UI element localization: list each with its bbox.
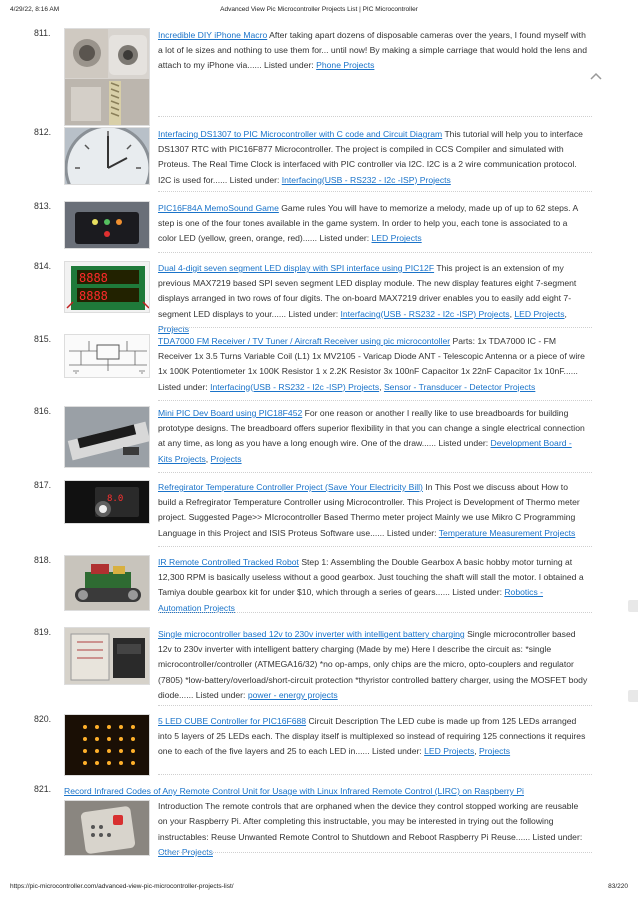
category-link[interactable]: Other Projects — [158, 846, 213, 857]
listed-under-label: Listed under: — [319, 233, 370, 244]
listed-under-label: Listed under: — [532, 831, 583, 842]
svg-text:8888: 8888 — [79, 271, 108, 285]
project-title-link[interactable]: 5 LED CUBE Controller for PIC16F688 — [158, 716, 307, 726]
category-link[interactable]: LED Projects — [424, 746, 475, 757]
page-number: 83/220 — [608, 883, 628, 890]
project-summary: For one reason or another I really like to use breadboards for building prototype designs. The breadboard offers superior flexibility in that you can change a single electrical connection at any time, as long as you have a long enough wire. One of the draw...... — [158, 408, 585, 449]
item-number: 818. — [34, 555, 52, 565]
category-link[interactable]: Development Board - Kits Projects — [158, 438, 572, 464]
item-description: TDA7000 FM Receiver / TV Tuner / Aircraft Receiver using pic microcontoller Parts: 1x TDA7000 IC - FM Receiver 1x 3.5 Turns Variable Coil (L1) 1x MV2105 - Varicap Diode ANT - Telescopic Antenna or a piece of wire 1x 100K Potentiometer 1x 100K Resistor 1 x 2.2K Resistor 3x 100nF Capacitor 1x 22nF Capacitor 1x 10nF...... Listed under: Interfacing(USB - RS232 - I2c -ISP) Projects, Sensor - Transducer - Detector Projects — [158, 336, 585, 392]
project-summary: This project is an extension of my previous MAX7219 based SPI seven segment LED display module. The new display features eight 7-segment displays arranged in two rows of four digits. The on-board MAX7219 driver enables you to easily add eight 7-segment LED displays to your...... — [158, 263, 577, 319]
listed-under-label: Listed under: — [438, 438, 489, 449]
item-number: 812. — [34, 127, 52, 137]
item-description: Dual 4-digit seven segment LED display with SPI interface using PIC12F This project is an extension of my previous MAX7219 based SPI seven segment LED display module. The new display features eight 7-segment displays arranged in two rows of four digits. The on-board MAX7219 driver enables you to easily add eight 7-segment LED displays to your...... Listed under: Interfacing(USB - RS232 - I2c -ISP) Projects, LED Projects, Projects — [158, 263, 577, 334]
project-summary: This tutorial will help you to interface DS1307 RTC with PIC16F877 Microcontroller. The project is compiled in CCS Compiler and simulated with Proteus. The Real Time Clock is interfaced with PIC controller via I2C. I2C is a 2 wire communication protocol. I2C is used for...... — [158, 129, 583, 185]
project-summary: Introduction The remote controls that are orphaned when the device they control stopped working are reusable on your Raspberry Pi. After completing this instructable, you may be interested in trying out the following instructables: Reuse Unwanted Remote Control to Shutdown and Reboot Raspberry Pi Reuse...... — [158, 801, 579, 842]
item-number: 816. — [34, 406, 52, 416]
item-number: 815. — [34, 334, 52, 344]
project-summary: Circuit Description The LED cube is made up from 125 LEDs arranged into 5 layers of 25 LEDs each. The display itself is multiplexed so instead of requiring 125 connections it requires one to each of the five layers and 25 to each LED in...... — [158, 716, 586, 757]
listed-under-label: Listed under: — [264, 60, 314, 71]
project-title-link[interactable]: Record Infrared Codes of Any Remote Control Unit for Usage with Linux Infrared Remote Control (LIRC) on Raspberry Pi — [64, 786, 524, 796]
page-title: Advanced View Pic Microcontroller Projects List | PIC Microcontroller — [220, 6, 418, 13]
item-description — [158, 28, 588, 74]
project-title-link[interactable]: Single microcontroller based 12v to 230v inverter with intelligent battery charging — [158, 629, 465, 639]
divider — [158, 327, 592, 328]
item-description-body — [64, 799, 588, 860]
project-title-link[interactable]: Mini PIC Dev Board using PIC18F452 — [158, 408, 303, 418]
game-box-thumbnail[interactable] — [64, 201, 150, 249]
item-number: 811. — [34, 28, 51, 38]
schematic-thumbnail[interactable] — [64, 334, 150, 378]
print-header — [10, 6, 628, 16]
project-summary: Parts: 1x TDA7000 IC - FM Receiver 1x 3.5 Turns Variable Coil (L1) 1x MV2105 - Varicap Diode ANT - Telescopic Antenna or a piece of wire 1x 100K Potentiometer 1x 100K Resistor 1 x 2.2K Resistor 3x 100nF Capacitor 1x 22nF Capacitor 1x 10nF...... — [158, 336, 585, 377]
category-link[interactable]: LED Projects — [514, 308, 565, 319]
page-url: https://pic-microcontroller.com/advanced-view-pic-microcontroller-projects-list/ — [10, 883, 234, 890]
category-link[interactable]: power - energy projects — [247, 689, 338, 700]
svg-text:8.0: 8.0 — [107, 494, 124, 504]
divider — [158, 705, 592, 706]
project-title-link[interactable]: Dual 4-digit seven segment LED display with SPI interface using PIC12F — [158, 263, 435, 273]
item-number: 819. — [34, 627, 52, 637]
divider — [158, 774, 592, 775]
project-title-link[interactable]: Refregirator Temperature Controller Project (Save Your Electricity Bill) — [158, 482, 423, 492]
item-description — [158, 627, 588, 703]
camera-lens-thumbnail[interactable] — [64, 28, 150, 126]
divider — [158, 472, 592, 473]
category-link[interactable]: Projects — [158, 323, 190, 334]
category-link[interactable]: LED Projects — [371, 233, 422, 244]
listed-under-label: Listed under: — [452, 587, 502, 598]
category-link[interactable]: Interfacing(USB - RS232 - I2c -ISP) Projects — [281, 174, 451, 185]
item-number: 821. — [34, 784, 52, 794]
project-summary: Single microcontroller based 12v to 230v inverter with intelligent battery charging (Made by me) Here I describe the circuit as: *single microcontroller/controller (ATMEGA16/32) *no op-amps, only chips are the micro, opto-couplers and regulator (7805) *low-battery/overload/short-circuit protection *thyristor controlled battery charger, using the MOSFET body diode...... — [158, 629, 588, 700]
category-link[interactable]: Phone Projects — [316, 60, 375, 71]
divider — [158, 852, 592, 853]
item-description — [158, 480, 588, 541]
item-number: 813. — [34, 201, 52, 211]
print-footer — [10, 883, 628, 893]
item-description: Mini PIC Dev Board using PIC18F452 For one reason or another I really like to use breadboards for building prototype designs. The breadboard offers superior flexibility in that you can change a single electrical connection at any time, as long as you have a long enough wire. One of the draw...... Listed under: Development Board - Kits Projects, Projects — [158, 408, 585, 464]
project-title-link[interactable]: PIC16F84A MemoSound Game — [158, 203, 279, 213]
divider — [158, 116, 592, 117]
wall-clock-thumbnail[interactable] — [64, 127, 150, 185]
listed-under-label: Listed under: — [158, 381, 208, 392]
robot-thumbnail[interactable] — [64, 555, 150, 611]
category-link[interactable]: Temperature Measurement Projects — [438, 527, 576, 538]
item-description — [158, 127, 588, 188]
led-cube-thumbnail[interactable] — [64, 714, 150, 776]
side-tab-button[interactable] — [628, 690, 638, 702]
listed-under-label: Listed under: — [229, 174, 280, 185]
listed-under-label: Listed under: — [288, 308, 339, 319]
print-datetime: 4/29/22, 8:16 AM — [10, 6, 60, 13]
category-link[interactable]: Projects — [210, 453, 242, 464]
project-summary: Game rules You will have to memorize a melody, made up of up to 62 steps. A step is one of the four tones available in the game system. In order to help you, each tone is associated to a color LED (yellow, green, orange, red)...... — [158, 203, 578, 244]
item-description — [158, 555, 588, 616]
svg-text:8888: 8888 — [79, 289, 108, 303]
project-summary: Step 1: Assembling the Double Gearbox A basic hobby motor turning at 12,300 RPM is basically useless without a good gearbox. Just touching the shaft will stall the motor. I obtained a Tamiya double gearbox kit for under $10, which through a series of gears...... — [158, 557, 584, 598]
project-title-link[interactable]: Interfacing DS1307 to PIC Microcontroller with C code and Circuit Diagram — [158, 129, 443, 139]
category-link[interactable]: Projects — [479, 746, 511, 757]
item-number: 820. — [34, 714, 52, 724]
item-description — [158, 201, 588, 247]
project-summary: After taking apart dozens of disposable cameras over the years, I found myself with a lot of le sizes and nothing to use them for... until now! By making a simple carriage that would hold the lens and attach to my iPhone via...... — [158, 30, 587, 71]
divider — [158, 612, 592, 613]
divider — [158, 546, 592, 547]
item-number: 817. — [34, 480, 52, 490]
item-description: 5 LED CUBE Controller for PIC16F688 Circuit Description The LED cube is made up from 125 LEDs arranged into 5 layers of 25 LEDs each. The display itself is multiplexed so instead of requiring 125 connections it requires one to each of the five layers and 25 to each LED in...... Listed under: LED Projects, Projects — [158, 716, 586, 757]
category-link[interactable]: Interfacing(USB - RS232 - I2c -ISP) Projects — [340, 308, 510, 319]
category-link[interactable]: Sensor - Transducer - Detector Projects — [383, 381, 536, 392]
inverter-thumbnail[interactable] — [64, 627, 150, 685]
project-summary: In This Post we discuss about How to build a Refregirator Temperature Controller using Microcontroller. This Project is Development of Thermo meter project. Suggested Page>> MIcrocontroller Based Thermo meter project Mainly we use Mikro C Programming Language in this Project and ISIS Proteus Software use...... — [158, 482, 580, 538]
item-number: 814. — [34, 261, 52, 271]
side-tab-button[interactable] — [628, 600, 638, 612]
divider — [158, 191, 592, 192]
listed-under-label: Listed under: — [372, 746, 422, 757]
listed-under-label: Listed under: — [386, 527, 437, 538]
chevron-up-icon[interactable] — [590, 72, 602, 80]
project-title-link[interactable]: Incredible DIY iPhone Macro — [158, 30, 268, 40]
category-link[interactable]: Robotics - Automation Projects — [158, 587, 544, 613]
dev-board-thumbnail[interactable] — [64, 406, 150, 468]
seven-segment-thumbnail[interactable] — [64, 261, 150, 313]
category-link[interactable]: Interfacing(USB - RS232 - I2c -ISP) Projects — [210, 381, 380, 392]
listed-under-label: Listed under: — [195, 689, 246, 700]
project-title-link[interactable]: TDA7000 FM Receiver / TV Tuner / Aircraft Receiver using pic microcontoller — [158, 336, 451, 346]
item-description — [64, 784, 588, 860]
divider — [158, 252, 592, 253]
project-title-link[interactable]: IR Remote Controlled Tracked Robot — [158, 557, 299, 567]
divider — [158, 400, 592, 401]
controller-box-thumbnail[interactable] — [64, 480, 150, 524]
